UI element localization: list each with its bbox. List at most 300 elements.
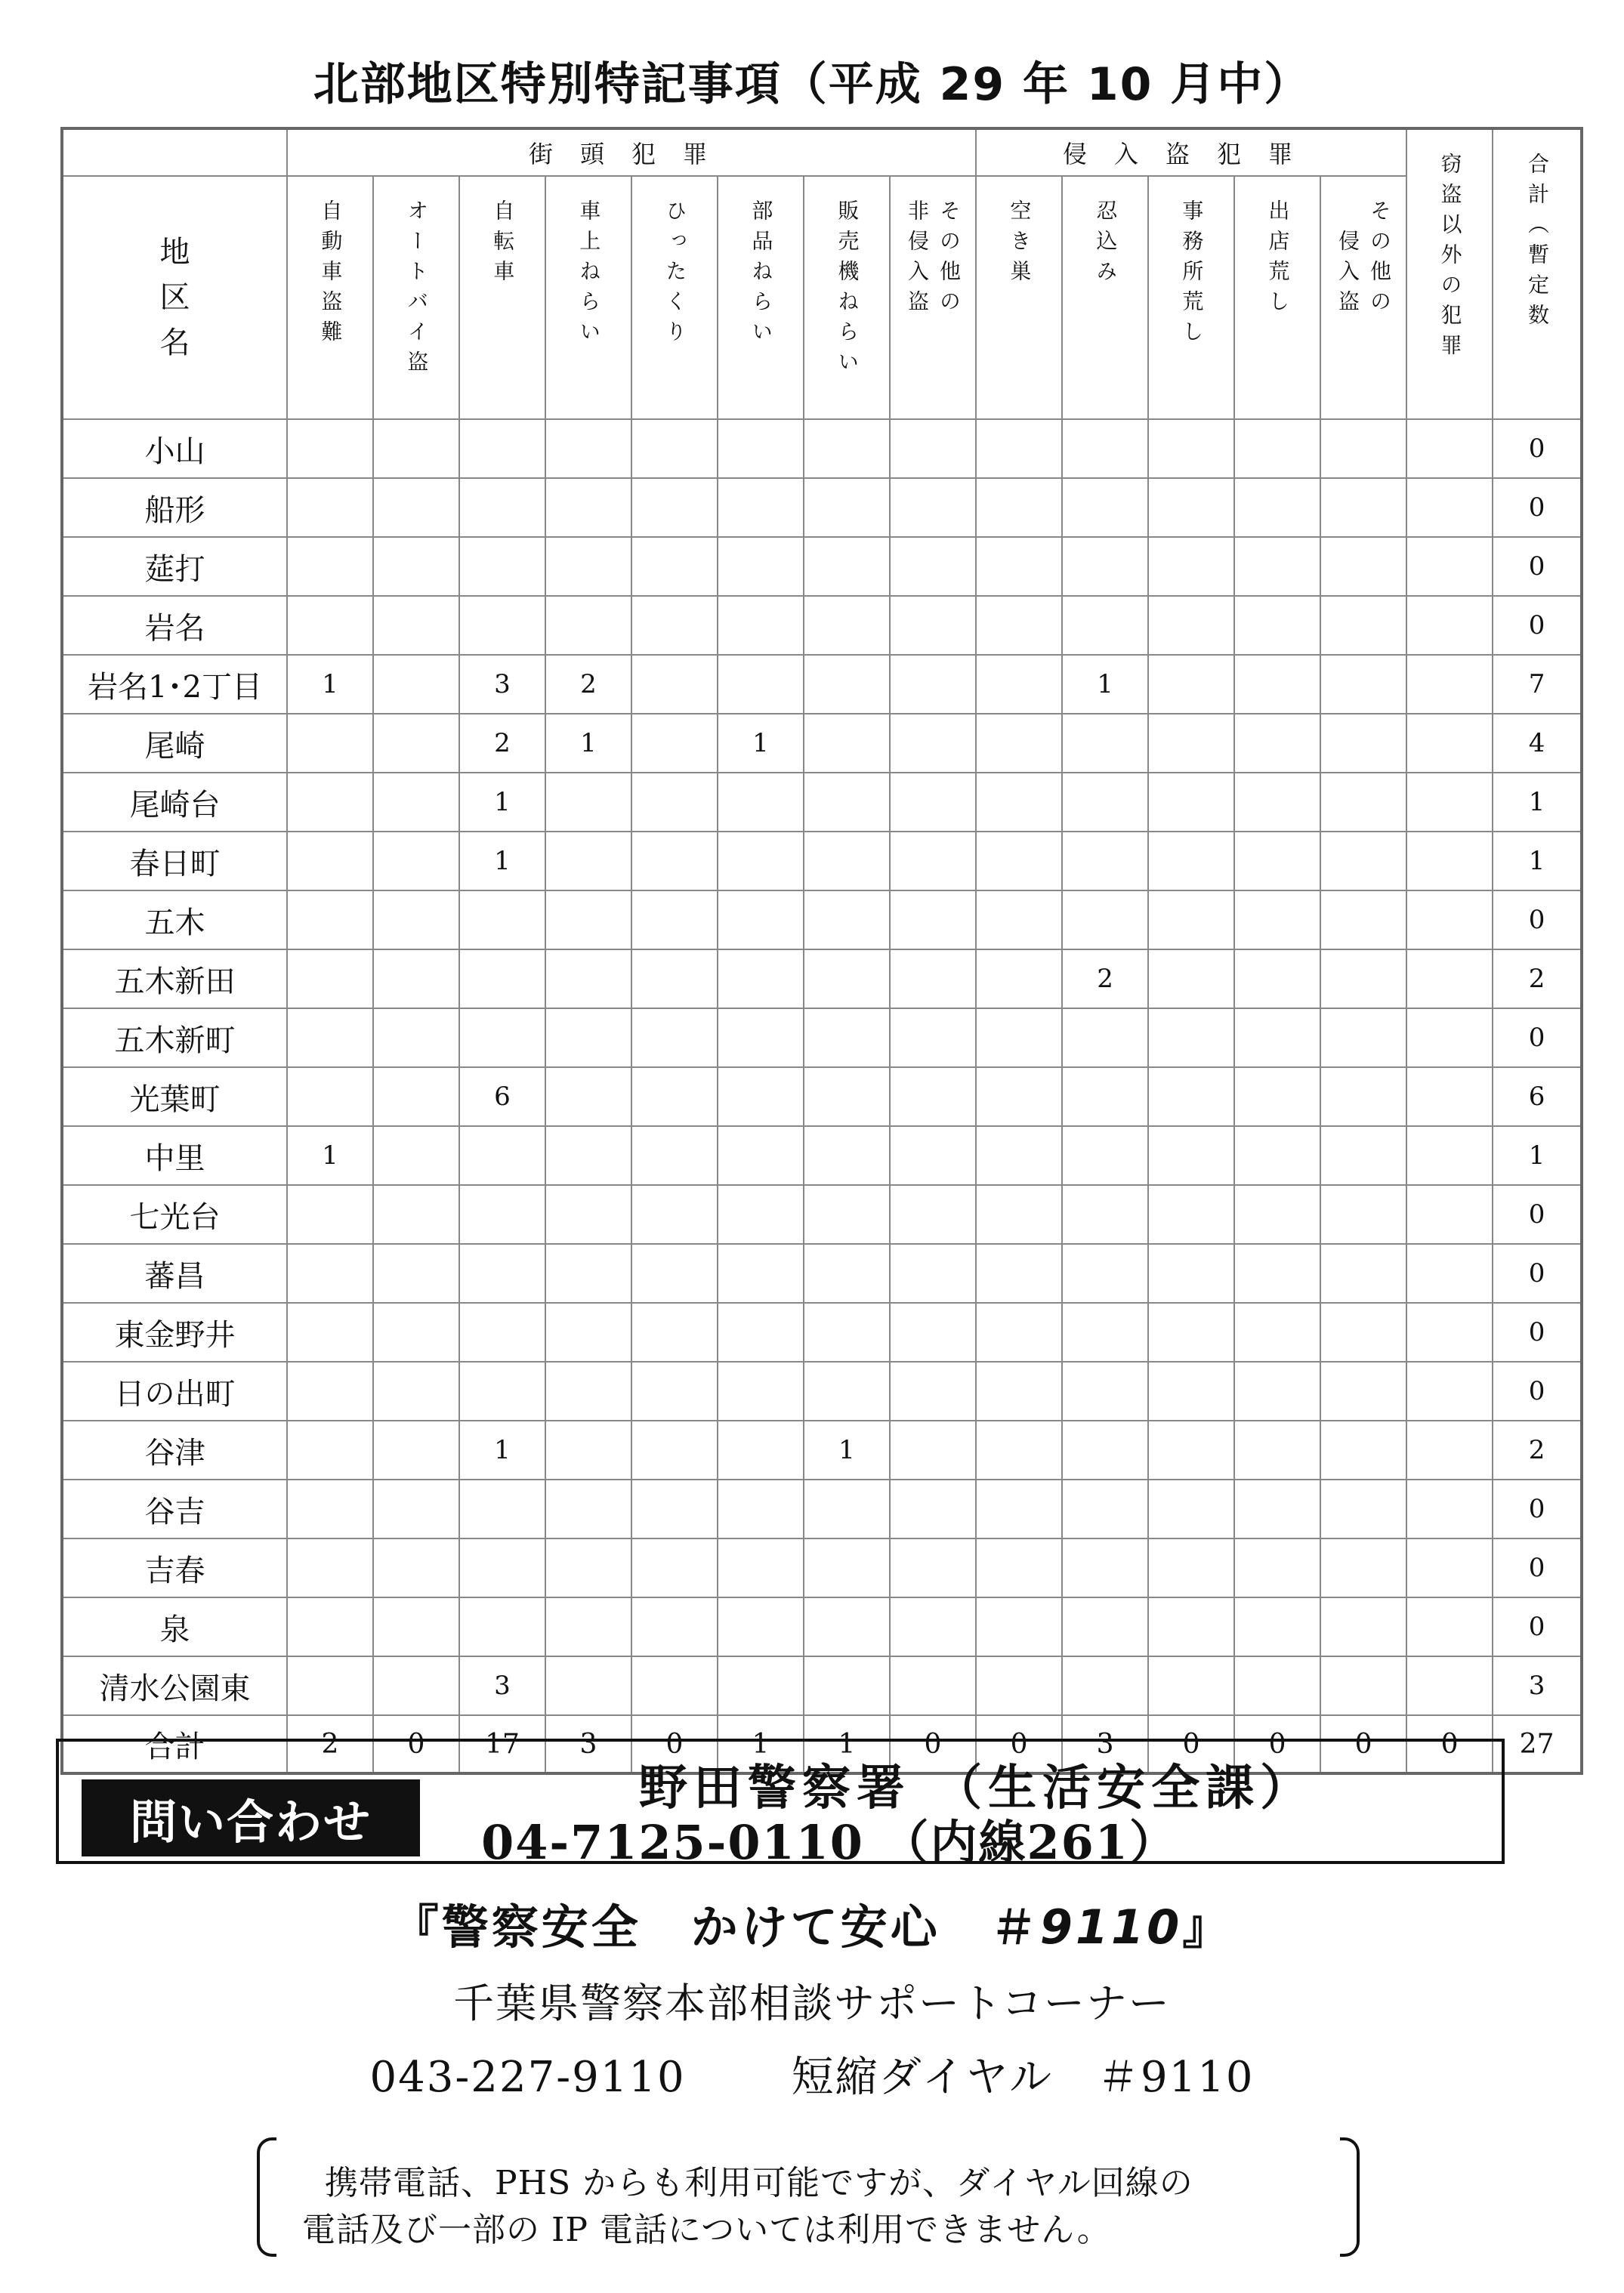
table-cell [1148,1538,1234,1597]
table-cell: 1 [1493,1126,1582,1185]
table-cell [545,478,631,537]
table-row [62,655,1582,714]
table-cell: 2 [1493,1421,1582,1480]
table-cell [718,1480,804,1538]
table-cell: 3 [1493,1656,1582,1715]
table-cell [804,655,890,714]
support-phone: 043-227-9110 [369,2053,686,2102]
table-cell [459,1480,545,1538]
table-cell [718,1008,804,1067]
area-name: 五木新田 [62,949,287,1008]
table-cell [1406,949,1493,1008]
table-cell [1062,1185,1148,1244]
table-cell: 0 [1493,1244,1582,1303]
table-cell [545,596,631,655]
table-cell [373,949,459,1008]
table-cell [545,1421,631,1480]
table-cell [631,1656,718,1715]
crime-statistics-table [60,127,1583,1775]
table-cell: 1 [287,1126,373,1185]
table-cell [804,949,890,1008]
table-cell [373,1480,459,1538]
table-cell [373,1303,459,1362]
table-cell: 4 [1493,714,1582,773]
col-header-other-theft: 窃盗以外の犯罪 [1406,128,1493,419]
table-cell [373,1008,459,1067]
table-cell [718,655,804,714]
table-row [62,773,1582,832]
table-cell [1406,419,1493,478]
area-name: 中里 [62,1126,287,1185]
table-cell [459,890,545,949]
table-row [62,1480,1582,1538]
note-line-1: 携帯電話、PHS からも利用可能ですが、ダイヤル回線の [325,2164,1193,2202]
area-name: 岩名1･2丁目 [62,655,287,714]
table-cell [1406,655,1493,714]
col-header-area: 地 区 名 [62,176,287,419]
table-cell: 0 [1320,1715,1406,1773]
area-name: 岩名 [62,596,287,655]
table-row [62,1597,1582,1656]
table-cell [545,1126,631,1185]
table-cell [1148,1067,1234,1126]
table-cell [804,596,890,655]
table-cell [718,1597,804,1656]
table-cell [1406,1597,1493,1656]
table-row [62,1421,1582,1480]
table-cell [287,832,373,890]
table-cell [890,1303,976,1362]
table-cell [459,537,545,596]
table-cell [890,655,976,714]
table-cell: 2 [1062,949,1148,1008]
table-cell [1148,1597,1234,1656]
table-cell [1320,478,1406,537]
table-cell [459,1008,545,1067]
table-cell [718,1421,804,1480]
table-cell [287,1008,373,1067]
table-cell: 3 [1062,1715,1148,1773]
table-cell [1234,1362,1320,1421]
table-cell: 2 [545,655,631,714]
table-cell [1148,419,1234,478]
col-header-street-other: 非侵入盗 その他の [890,176,976,419]
table-cell [631,1421,718,1480]
table-cell [1062,1480,1148,1538]
table-cell [287,596,373,655]
table-cell [545,1538,631,1597]
table-cell [976,1597,1062,1656]
table-cell [545,1067,631,1126]
table-cell [1406,1421,1493,1480]
table-cell: 1 [1493,832,1582,890]
table-cell [804,1597,890,1656]
area-name: 泉 [62,1597,287,1656]
table-cell [459,419,545,478]
table-cell [890,1185,976,1244]
table-cell [1320,1126,1406,1185]
table-cell [631,1538,718,1597]
table-cell [890,1362,976,1421]
table-cell [890,890,976,949]
table-cell [976,1244,1062,1303]
table-cell [890,596,976,655]
table-cell: 1 [545,714,631,773]
area-name: 吉春 [62,1538,287,1597]
area-name: 蕃昌 [62,1244,287,1303]
area-name: 春日町 [62,832,287,890]
col-header-burglary-other: 侵入盗 その他の [1320,176,1406,419]
table-cell [1320,655,1406,714]
table-cell [976,832,1062,890]
table-cell [890,1126,976,1185]
table-cell [545,1656,631,1715]
area-name: 五木 [62,890,287,949]
table-cell [890,949,976,1008]
table-cell: 0 [1493,1303,1582,1362]
table-cell [1320,1244,1406,1303]
table-cell [976,1185,1062,1244]
table-cell [1234,1597,1320,1656]
table-cell [804,537,890,596]
table-cell [373,1656,459,1715]
table-cell [1234,949,1320,1008]
table-cell: 1 [459,1421,545,1480]
contact-phone: 04-7125-0110 （内線261） [481,1815,1178,1870]
slogan-text: 『警察安全 かけて安心 ＃ [391,1900,1040,1955]
table-cell [1062,890,1148,949]
contact-label: 問い合わせ [82,1779,420,1856]
table-cell: 2 [1493,949,1582,1008]
table-cell [804,478,890,537]
table-row [62,1185,1582,1244]
table-cell [976,419,1062,478]
table-cell [1062,714,1148,773]
table-cell: 1 [459,773,545,832]
left-bracket [257,2137,276,2257]
area-name: 清水公園東 [62,1656,287,1715]
table-cell [1406,1362,1493,1421]
table-cell [1406,1303,1493,1362]
col-header-shop-burglary: 出店荒し [1234,176,1320,419]
table-cell [373,773,459,832]
table-cell: 3 [459,1656,545,1715]
table-cell [631,1597,718,1656]
table-cell [1406,596,1493,655]
table-cell [1148,1185,1234,1244]
table-cell [1062,1126,1148,1185]
area-name: 五木新町 [62,1008,287,1067]
table-cell [804,1362,890,1421]
table-cell [545,1362,631,1421]
table-cell [804,1067,890,1126]
table-cell [1148,1421,1234,1480]
table-cell: 0 [631,1715,718,1773]
table-cell [804,1008,890,1067]
table-cell [976,1067,1062,1126]
table-cell [545,537,631,596]
table-cell [1320,419,1406,478]
table-row [62,596,1582,655]
table-cell [287,890,373,949]
table-row [62,1362,1582,1421]
table-cell [804,1303,890,1362]
table-cell [718,1303,804,1362]
table-cell [287,1185,373,1244]
table-cell [890,1008,976,1067]
table-cell [1406,832,1493,890]
table-cell: 0 [1493,1185,1582,1244]
total-label: 合計 [62,1715,287,1773]
table-cell [631,1362,718,1421]
table-cell [1320,890,1406,949]
table-cell [287,1421,373,1480]
area-name: 東金野井 [62,1303,287,1362]
table-cell [890,1597,976,1656]
table-cell [631,596,718,655]
slogan-number: 9110 [1039,1900,1183,1955]
table-cell [631,1067,718,1126]
table-cell: 1 [804,1421,890,1480]
table-cell [976,773,1062,832]
table-cell: 1 [718,1715,804,1773]
table-cell [1234,1421,1320,1480]
table-cell [1320,1480,1406,1538]
table-cell [1062,1362,1148,1421]
table-cell: 7 [1493,655,1582,714]
col-header-office-burglary: 事務所荒し [1148,176,1234,419]
table-cell: 27 [1493,1715,1582,1773]
table-cell [545,890,631,949]
table-cell [890,478,976,537]
table-cell [459,1597,545,1656]
table-cell [1234,773,1320,832]
table-cell [545,1303,631,1362]
table-cell [373,1126,459,1185]
table-cell [718,478,804,537]
table-cell [718,537,804,596]
table-cell [1406,890,1493,949]
table-cell [1320,1656,1406,1715]
table-cell [1148,773,1234,832]
table-cell [718,1185,804,1244]
table-cell: 6 [459,1067,545,1126]
table-cell [718,832,804,890]
table-row [62,1067,1582,1126]
table-cell [373,655,459,714]
table-cell [976,1008,1062,1067]
table-cell: 3 [459,655,545,714]
col-header-night-intrusion: 忍込み [1062,176,1148,419]
table-cell [459,1362,545,1421]
table-cell [718,773,804,832]
area-name: 莚打 [62,537,287,596]
table-cell [459,1538,545,1597]
table-cell [1148,714,1234,773]
table-cell [1320,714,1406,773]
table-cell [1062,1303,1148,1362]
table-cell: 1 [459,832,545,890]
table-cell [287,1244,373,1303]
group-header-burglary: 侵入盗犯罪 [976,128,1406,176]
table-cell: 0 [976,1715,1062,1773]
table-cell [1234,1244,1320,1303]
table-cell [1148,832,1234,890]
table-cell [1234,1067,1320,1126]
table-cell [287,1480,373,1538]
table-cell [1234,1008,1320,1067]
table-cell [890,1244,976,1303]
table-cell [890,832,976,890]
table-cell [373,419,459,478]
table-cell [631,949,718,1008]
table-cell: 1 [718,714,804,773]
table-cell [545,1597,631,1656]
table-cell: 0 [1234,1715,1320,1773]
table-cell [1148,1480,1234,1538]
table-cell [287,949,373,1008]
table-cell [1320,1067,1406,1126]
table-cell: 0 [1493,419,1582,478]
table-cell [1148,478,1234,537]
table-cell [1320,1303,1406,1362]
table-cell [1406,1244,1493,1303]
slogan [0,1890,1624,1957]
table-cell [1234,419,1320,478]
table-row [62,832,1582,890]
table-cell [804,714,890,773]
table-cell [1148,1656,1234,1715]
table-cell [1062,1421,1148,1480]
table-cell [890,1421,976,1480]
table-cell: 17 [459,1715,545,1773]
table-cell [1148,1008,1234,1067]
area-name: 七光台 [62,1185,287,1244]
table-cell [1148,890,1234,949]
table-cell [287,1538,373,1597]
table-row [62,1303,1582,1362]
table-cell [1234,1126,1320,1185]
table-cell [631,419,718,478]
support-short-dial: 短縮ダイヤル ＃9110 [791,2053,1255,2102]
table-cell [890,1480,976,1538]
table-cell [1320,1185,1406,1244]
table-row [62,537,1582,596]
table-row [62,419,1582,478]
table-cell [1148,1362,1234,1421]
table-cell: 1 [1062,655,1148,714]
table-cell [890,537,976,596]
table-cell: 3 [545,1715,631,1773]
table-cell [373,596,459,655]
table-cell [1148,655,1234,714]
table-cell [373,1597,459,1656]
table-cell [1320,949,1406,1008]
table-cell [1062,1538,1148,1597]
table-cell [1234,655,1320,714]
table-cell [631,1126,718,1185]
table-cell [1406,1185,1493,1244]
table-cell [718,890,804,949]
table-cell [1148,1126,1234,1185]
table-cell [1406,1538,1493,1597]
table-cell [1406,773,1493,832]
table-cell: 0 [1493,478,1582,537]
table-cell [1062,832,1148,890]
table-cell [1062,419,1148,478]
table-row [62,478,1582,537]
support-phone-line [0,2044,1624,2104]
table-cell: 0 [1493,1480,1582,1538]
table-cell [459,1185,545,1244]
table-cell [1062,478,1148,537]
table-cell [1320,1538,1406,1597]
table-cell: 1 [804,1715,890,1773]
area-name: 谷津 [62,1421,287,1480]
table-cell [545,949,631,1008]
table-cell [804,1244,890,1303]
right-bracket [1340,2137,1360,2257]
table-cell [976,1538,1062,1597]
table-cell [976,1656,1062,1715]
table-cell [804,1185,890,1244]
table-cell: 6 [1493,1067,1582,1126]
contact-office: 野田警察署 （生活安全課） [638,1760,1315,1816]
table-cell [1234,596,1320,655]
table-cell [545,419,631,478]
table-cell [804,419,890,478]
table-cell: 0 [1493,1597,1582,1656]
table-cell [718,596,804,655]
table-cell [373,537,459,596]
table-cell: 0 [1493,1538,1582,1597]
col-header-motorcycle-theft: オートバイ盗 [373,176,459,419]
table-cell [890,1656,976,1715]
table-cell [1062,596,1148,655]
table-cell [545,1480,631,1538]
table-row [62,1538,1582,1597]
table-cell: 0 [1493,1008,1582,1067]
table-cell [1148,596,1234,655]
col-header-parts-theft: 部品ねらい [718,176,804,419]
table-cell: 0 [1493,537,1582,596]
col-header-car-break-in: 車上ねらい [545,176,631,419]
table-cell [1406,1008,1493,1067]
table-cell [1062,1008,1148,1067]
table-cell [373,1067,459,1126]
table-cell [287,773,373,832]
table-cell [976,537,1062,596]
table-cell: 1 [287,655,373,714]
table-cell [1406,1656,1493,1715]
table-cell [804,1126,890,1185]
table-cell [631,890,718,949]
table-cell [631,1185,718,1244]
table-cell [718,1244,804,1303]
table-cell [287,419,373,478]
table-cell [1320,537,1406,596]
table-row [62,1656,1582,1715]
table-cell [631,1303,718,1362]
table-cell [459,1244,545,1303]
table-row [62,890,1582,949]
table-cell [1406,1067,1493,1126]
table-cell [459,596,545,655]
table-cell [459,1303,545,1362]
table-cell [718,1656,804,1715]
table-cell [631,1244,718,1303]
table-row [62,949,1582,1008]
